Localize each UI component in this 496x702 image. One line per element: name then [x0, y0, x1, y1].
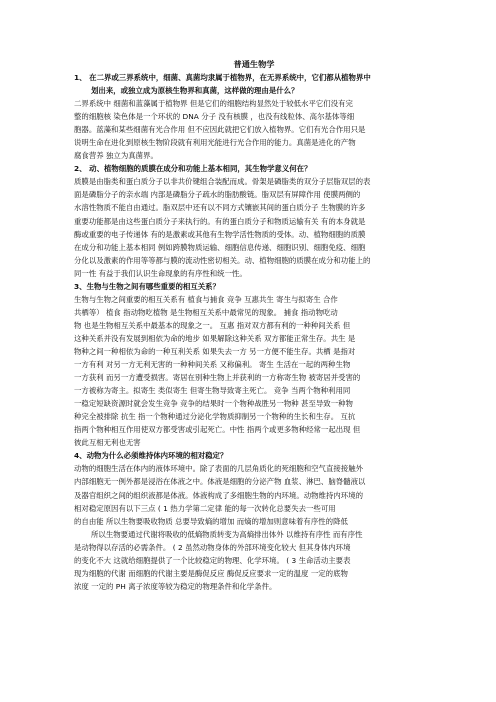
paragraph-line: 说明生命在进化到原核生物阶段就有利用光能进行光合作用的能力。真菌是进化的产物 [74, 138, 356, 148]
paragraph-line: 在成分和功能上基本相同 例如跨膜物质运输、细胞信息传递、细胞识别、细胞免疫、细胞 [74, 242, 366, 252]
question-line: 4、动物为什么必须维持体内环境的相对稳定？ [74, 451, 228, 461]
question-line: 3、生物与生物之间有哪些重要的相互关系？ [74, 281, 220, 291]
paragraph-line: 同一性 有益于我们认识生命现象的有序性和统一性。 [74, 268, 247, 278]
paragraph-line: 一稳定短缺资源时就会发生竞争 竞争的结果时一个物种战胜另一物种 甚至导致一种物 [74, 399, 353, 409]
paragraph-line: 整的细胞核 染色体是一个环状的 DNA 分子 没有核膜 ，也没有线粒体、高尔基体等细 [74, 112, 355, 122]
paragraph-line: 面是磷脂分子的亲水端 内部是磷脂分子疏水的脂肪酸链。脂双层有屏障作用 使膜两侧的 [74, 190, 361, 200]
document-body [74, 71, 434, 593]
paragraph-line: 的变化不大 这就给细胞提供了一个比较稳定的物理、化学环境。 ( 3 生命活动主要表 [74, 555, 351, 565]
paragraph-line: 现为细胞的代谢 而细胞的代谢主要是酶促反应 酶促反应要求一定的温度 一定的底物 [74, 568, 348, 578]
paragraph-line: 一方有利 对另一方无利无害的一种种间关系 又称偏利。 寄生 生活在一起的两种生物 [74, 360, 351, 370]
paragraph-line: 一方被称为寄主。拟寄生 类似寄生 但寄生物导致寄主死亡。 竞争 当两个物种利用同 [74, 386, 351, 396]
paragraph-line: 分化以及激素的作用等等都与膜的流动性密切相关。动、植物细胞的质膜在成分和功能上的 [74, 255, 371, 265]
paragraph-line: 生物与生物之间重要的相互关系有 植食与捕食 竞争 互惠共生 寄生与拟寄生 合作 [74, 294, 338, 304]
paragraph-line: 浓度 一定的 PH 离子浓度等较为稳定的物理条件和化学条件。 [74, 581, 277, 591]
paragraph-line: 所以生物要通过代谢将吸收的低熵物质转变为高熵排出体外 以维持有序性 而有序性 [91, 529, 363, 539]
paragraph-line: 腐食营养 独立为真菌界。 [74, 151, 158, 161]
paragraph-line: 酶或重要的电子传递体 有的是激素或其他有生物学活性物质的受体。动、植物细胞的质膜 [74, 229, 366, 239]
paragraph-line: 相对稳定原因有以下三点 ( 1 热力学第二定律 能的每一次转化总要失去一些可用 [74, 503, 336, 513]
paragraph-line: 胞器。蓝藻和某些细菌有光合作用 但不应因此就把它们放入植物界。它们有光合作用只是 [74, 125, 366, 135]
paragraph-line: 物 也是生物相互关系中最基本的现象之一。 互惠 指对双方都有利的一种种间关系 但 [74, 320, 351, 330]
paragraph-line: 共栖等） 植食 指动物吃植物 是生物相互关系中最常见的现象。 捕食 指动物吃动 [74, 307, 338, 317]
paragraph-line: 及器官组织之间的组织液都是体液。体液构成了多细胞生物的内环境。动物维持内环境的 [74, 490, 364, 500]
paragraph-line: 指两个物种相互作用使双方都受害或引起死亡。中性 指两个或更多物种经常一起出现 但 [74, 425, 361, 435]
paragraph-line: 内部细胞无一例外都是浸浴在体液之中。体液是细胞的分泌产物 血浆、淋巴、脑脊髓液以 [74, 477, 366, 487]
paragraph-line: 种完全被排除 抗生 指一个物种通过分泌化学物质抑制另一个物种的生长和生存。 互抗 [74, 412, 356, 422]
paragraph-line: 一方获利 而另一方遭受损害。寄居在别种生物上并获利的一方称寄生物 被寄居并受害的 [74, 373, 361, 383]
paragraph-line: 二界系统中 细菌和蓝藻属于植物界 但是它们的细胞结构显然处于较低水平它们没有完 [74, 99, 353, 109]
paragraph-line: 是动物得以存活的必需条件。 ( 2 虽然动物身体的外部环境变化较大 但其身体内环境 [74, 542, 351, 552]
paragraph-line: 这种关系并没有发展到相依为命的地步 如果解除这种关系 双方都能正常生存。共生 是 [74, 333, 356, 343]
paragraph-line: 质膜是由脂类和蛋白质分子以非共价键组合装配而成。骨架是磷脂类的双分子层脂双层的表 [74, 177, 371, 187]
question-line: 1、 在二界或三界系统中，细菌、真菌均隶属于植物界，在无界系统中，它们都从植物界中 [74, 73, 371, 82]
paragraph-line: 彼此互相无利也无害 [74, 438, 141, 448]
paragraph-line: 动物的细胞生活在体内的液体环境中。除了表面的几层角质化的死细胞和空气直接接触外 [74, 464, 364, 474]
document-page [74, 58, 434, 593]
paragraph-line: 物种之间一种相依为命的一种互利关系 如果失去一方 另一方便不能生存。共栖 是指对 [74, 346, 356, 356]
paragraph-line: 重要功能都是由这些蛋白质分子来执行的。有的蛋白质分子和物质运输有关 有的本身就是 [74, 216, 366, 226]
paragraph-line: 水溶性物质不能自由通过。脂双层中还有以不同方式镶嵌其间的蛋白质分子 生物膜的许多 [74, 203, 366, 213]
paragraph-line: 的自由能 所以生物要吸收物质 总要导致熵的增加 而熵的增加则意味着有序性的降低 [74, 516, 348, 526]
question-line: 划出来，或独立成为原核生物界和真菌，这样做的理由是什么？ [91, 86, 299, 96]
document-title: 普通生物学 [233, 59, 275, 69]
question-line: 2、 动、植物细胞的质膜在成分和功能上基本相同，其生物学意义何在？ [74, 164, 312, 174]
